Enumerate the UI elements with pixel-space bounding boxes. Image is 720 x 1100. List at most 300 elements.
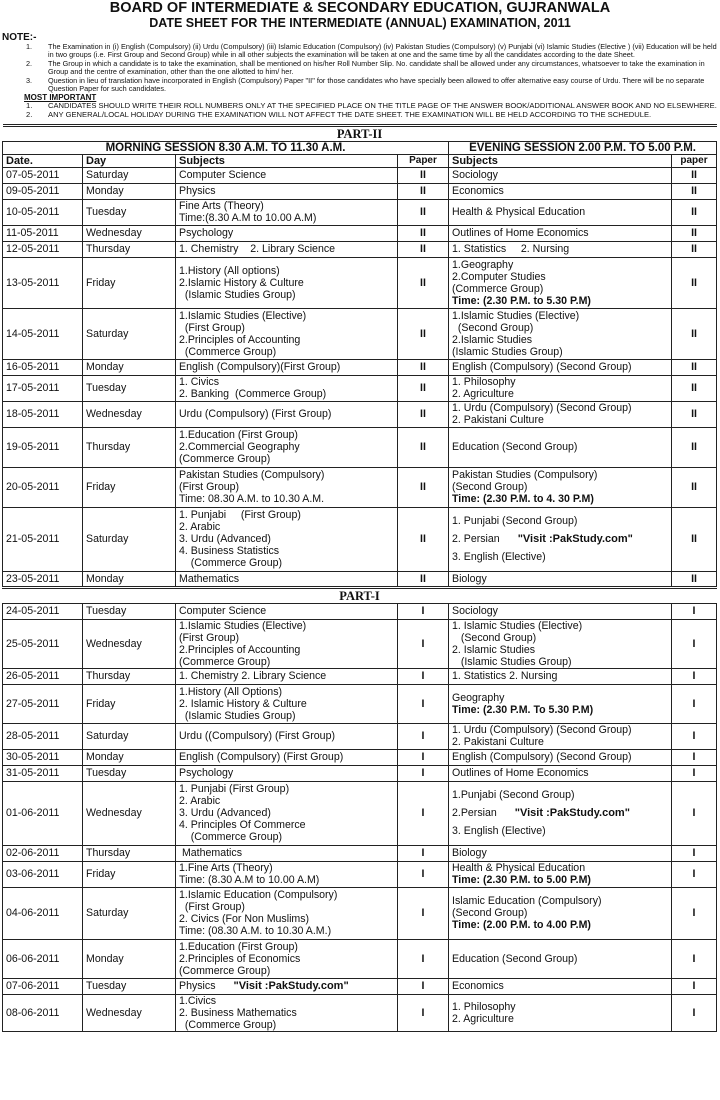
morning-paper-cell: II [398,467,449,507]
morning-subject-line: 1.Islamic Studies (Elective) [179,619,307,632]
evening-subject-line: 2. Pakistani Culture [452,736,544,749]
evening-paper-cell: I [672,668,717,684]
day-cell: Thursday [83,427,176,467]
evening-subject-line: Economics [452,185,504,198]
evening-subject-line: 1. Urdu (Compulsory) (Second Group) [452,402,632,415]
morning-subjects-cell [176,507,398,571]
morning-subject-line: (First Group) [179,321,245,334]
table-row [3,167,717,183]
morning-subject-line: 1.Education (First Group) [179,940,298,953]
morning-paper-cell: II [398,571,449,587]
evening-paper-cell: I [672,603,717,619]
evening-subjects-cell [449,225,672,241]
date-cell: 08-06-2011 [3,994,83,1031]
morning-subject-line: Time: 08.30 A.M. to 10.30 A.M. [179,493,325,506]
morning-subject-line: Physics [179,980,216,993]
evening-time-line: Time: (2.30 P.M. to 5.30 P.M) [452,294,591,307]
evening-subject-line: (Second Group) [452,321,534,334]
evening-paper-cell: II [672,183,717,199]
morning-paper-cell: I [398,603,449,619]
morning-subject-line: Psychology [179,767,234,780]
morning-subject-line: 1. Chemistry 2. Library Science [179,243,336,256]
evening-paper-cell: II [672,571,717,587]
evening-subject-line: 1.Punjabi (Second Group) [452,789,575,802]
evening-subjects-cell [449,939,672,978]
date-cell: 31-05-2011 [3,765,83,781]
evening-subjects-cell [449,571,672,587]
morning-subjects-cell [176,684,398,723]
table-row [3,427,717,467]
evening-subject-line: 1.Geography [452,258,514,271]
morning-paper-cell: I [398,619,449,668]
evening-session-header: EVENING SESSION 2.00 P.M. TO 5.00 P.M. [449,141,717,154]
evening-subjects-cell [449,749,672,765]
evening-line-with-watermark [452,801,668,825]
note-item [2,43,718,60]
date-cell: 13-05-2011 [3,257,83,308]
morning-subject-line: 2.Principles of Accounting [179,333,301,346]
morning-line-with-watermark [179,980,394,992]
morning-subject-line: Pakistan Studies (Compulsory) [179,469,325,482]
table-row [3,723,717,749]
morning-subject-line: (First Group) [179,901,245,914]
day-cell: Tuesday [83,603,176,619]
table-row [3,571,717,587]
evening-subjects-cell [449,183,672,199]
col-date: Date. [3,154,83,167]
evening-subject-line: 1. Philosophy [452,376,516,389]
morning-subject-line: (First Group) [179,481,240,494]
evening-paper-cell: II [672,167,717,183]
evening-paper-cell: I [672,887,717,939]
note-number: 1. [26,42,33,51]
date-cell: 12-05-2011 [3,241,83,257]
date-cell: 25-05-2011 [3,619,83,668]
morning-paper-cell: II [398,359,449,375]
morning-subject-line: (Commerce Group) [179,453,271,466]
date-cell: 23-05-2011 [3,571,83,587]
morning-subjects-cell [176,199,398,225]
evening-subject-line: 3. English (Elective) [452,551,546,564]
evening-subjects-cell [449,401,672,427]
note-text: Question in lieu of translation have incorporated in English (Compulsory) Paper "II" for those candidates who have specially been allowed to offer alternative easy course of Urdu. There will be no separate Question Paper for such candidates. [48,75,705,94]
morning-subject-line: Time: (8.30 A.M to 10.00 A.M) [179,874,320,887]
evening-subject-line: 2.Persian [452,807,497,820]
evening-paper-cell: II [672,308,717,359]
morning-subjects-cell [176,241,398,257]
date-cell: 16-05-2011 [3,359,83,375]
morning-subjects-cell [176,225,398,241]
table-row [3,845,717,861]
date-cell: 09-05-2011 [3,183,83,199]
date-cell: 02-06-2011 [3,845,83,861]
date-cell: 07-05-2011 [3,167,83,183]
note-title: NOTE:- [2,32,37,43]
evening-subject-line: 2.Computer Studies [452,270,546,283]
date-cell: 01-06-2011 [3,781,83,845]
morning-subject-line: (Islamic Studies Group) [179,709,296,722]
date-cell: 07-06-2011 [3,978,83,994]
date-cell: 30-05-2011 [3,749,83,765]
evening-subject-line: (Islamic Studies Group) [452,655,572,668]
morning-subjects-cell [176,845,398,861]
evening-time-line: Time: (2.30 P.M. to 4. 30 P.M) [452,493,594,506]
day-cell: Wednesday [83,781,176,845]
evening-subject-line: Sociology [452,605,498,618]
morning-subject-line: Urdu ((Compulsory) (First Group) [179,730,335,743]
most-important-title: MOST IMPORTANT [24,93,97,103]
morning-paper-cell: I [398,668,449,684]
table-row [3,359,717,375]
morning-subjects-cell [176,861,398,887]
table-row [3,619,717,668]
evening-paper-cell: II [672,401,717,427]
evening-subject-line: 1. Statistics 2. Nursing [452,243,570,256]
morning-subject-line: 2.Islamic History & Culture [179,276,304,289]
table-row [3,887,717,939]
table-row [3,603,717,619]
evening-subjects-cell [449,257,672,308]
evening-subjects-cell [449,668,672,684]
morning-subjects-cell [176,401,398,427]
table-row [3,749,717,765]
table-row [3,781,717,845]
evening-subject-line: 1. Philosophy [452,1000,516,1013]
day-cell: Thursday [83,241,176,257]
table-row [3,308,717,359]
morning-subjects-cell [176,619,398,668]
morning-subjects-cell [176,668,398,684]
morning-paper-cell: I [398,749,449,765]
evening-subjects-cell [449,845,672,861]
col-subjects-evening: Subjects [449,154,672,167]
day-cell: Friday [83,684,176,723]
morning-subject-line: 1. Punjabi (First Group) [179,783,290,796]
morning-subjects-cell [176,257,398,308]
morning-paper-cell: I [398,887,449,939]
morning-subjects-cell [176,467,398,507]
evening-subject-line: (Islamic Studies Group) [452,345,563,358]
morning-subject-line: 1. Chemistry 2. Library Science [179,670,327,683]
day-cell: Saturday [83,507,176,571]
morning-subject-line: (Commerce Group) [179,655,271,668]
evening-subjects-cell [449,781,672,845]
evening-paper-cell: I [672,861,717,887]
morning-subjects-cell [176,887,398,939]
date-cell: 27-05-2011 [3,684,83,723]
evening-paper-cell: II [672,225,717,241]
morning-paper-cell: II [398,375,449,401]
morning-subject-line: 1.Fine Arts (Theory) [179,862,273,875]
date-cell: 20-05-2011 [3,467,83,507]
note-text: CANDIDATES SHOULD WRITE THEIR ROLL NUMBERS ONLY AT THE SPECIFIED PLACE ON THE TITLE PAGE OF THE ANSWER BOOK/ADDITIONAL ANSWER BOOK AND NO ELSEWHERE. [48,101,717,111]
notes-list [2,43,718,93]
date-cell: 18-05-2011 [3,401,83,427]
evening-subjects-cell [449,199,672,225]
morning-subject-line: 1.Civics [179,994,217,1007]
morning-subjects-cell [176,765,398,781]
morning-subjects-cell [176,167,398,183]
morning-paper-cell: II [398,257,449,308]
table-row [3,978,717,994]
table-row [3,994,717,1031]
morning-paper-cell: II [398,199,449,225]
evening-paper-cell: II [672,359,717,375]
day-cell: Monday [83,359,176,375]
day-cell: Thursday [83,845,176,861]
evening-subject-line: 2. Persian [452,533,500,546]
evening-subject-line: 3. English (Elective) [452,825,546,838]
morning-subject-line: 3. Urdu (Advanced) [179,807,271,820]
evening-subjects-cell [449,167,672,183]
evening-paper-cell: II [672,375,717,401]
table-row [3,257,717,308]
morning-paper-cell: II [398,225,449,241]
evening-line-with-watermark [452,527,668,551]
table-row [3,861,717,887]
col-paper-evening: paper [672,154,717,167]
day-cell: Monday [83,749,176,765]
morning-subject-line: 1.Islamic Studies (Elective) [179,309,307,322]
morning-subject-line: 2. Civics (For Non Muslims) [179,913,310,926]
note-number: 3. [26,75,33,85]
table-row [3,467,717,507]
evening-subjects-cell [449,723,672,749]
evening-subject-line: Geography [452,691,505,704]
table-row [3,684,717,723]
date-cell: 11-05-2011 [3,225,83,241]
evening-subject-line: English (Compulsory) (Second Group) [452,751,632,764]
evening-subject-line: Biology [452,847,487,860]
evening-paper-cell: II [672,467,717,507]
board-title: BOARD OF INTERMEDIATE & SECONDARY EDUCATION, GUJRANWALA [109,0,611,16]
morning-subject-line: 1.Education (First Group) [179,429,298,442]
evening-subject-line: (Second Group) [452,481,528,494]
date-sheet-table [2,124,717,1032]
date-cell: 14-05-2011 [3,308,83,359]
evening-subject-line: (Commerce Group) [452,282,544,295]
date-cell: 10-05-2011 [3,199,83,225]
morning-subjects-cell [176,571,398,587]
evening-paper-cell: II [672,241,717,257]
evening-subject-line: 2.Islamic Studies [452,333,533,346]
note-item [2,77,718,94]
morning-subjects-cell [176,427,398,467]
evening-subject-line: Outlines of Home Economics [452,227,589,240]
morning-paper-cell: II [398,241,449,257]
table-row [3,241,717,257]
morning-subject-line: (Commerce Group) [179,557,283,570]
morning-subjects-cell [176,939,398,978]
evening-subject-line: 2. Pakistani Culture [452,414,544,427]
evening-paper-cell: II [672,507,717,571]
morning-paper-cell: I [398,684,449,723]
table-row [3,765,717,781]
note-number: 2. [26,110,33,120]
morning-subject-line: 1.History (All Options) [179,685,283,698]
morning-subject-line: (Commerce Group) [179,345,277,358]
date-cell: 28-05-2011 [3,723,83,749]
evening-subjects-cell [449,241,672,257]
morning-paper-cell: I [398,939,449,978]
table-row [3,939,717,978]
morning-paper-cell: II [398,507,449,571]
evening-subjects-cell [449,619,672,668]
morning-paper-cell: II [398,167,449,183]
day-cell: Tuesday [83,199,176,225]
day-cell: Saturday [83,723,176,749]
evening-subject-line: Economics [452,980,504,993]
evening-subject-line: Biology [452,572,487,585]
date-cell: 26-05-2011 [3,668,83,684]
evening-subject-line: Outlines of Home Economics [452,767,589,780]
evening-subject-line: Education (Second Group) [452,441,578,454]
morning-subject-line: 2. Islamic History & Culture [179,697,307,710]
morning-subject-line: 1. Civics [179,376,220,389]
morning-paper-cell: II [398,427,449,467]
evening-paper-cell: I [672,723,717,749]
morning-subjects-cell [176,183,398,199]
evening-paper-cell: I [672,845,717,861]
date-cell: 24-05-2011 [3,603,83,619]
morning-subjects-cell [176,723,398,749]
evening-subjects-cell [449,978,672,994]
evening-subject-line: Islamic Education (Compulsory) [452,895,602,908]
evening-subjects-cell [449,887,672,939]
date-cell: 21-05-2011 [3,507,83,571]
evening-paper-cell: I [672,684,717,723]
morning-subject-line: 4. Principles Of Commerce [179,819,306,832]
watermark-text: "Visit :PakStudy.com" [517,533,633,546]
evening-subject-line: Education (Second Group) [452,952,578,965]
morning-subject-line: English (Compulsory) (First Group) [179,751,344,764]
table-row [3,668,717,684]
evening-subjects-cell [449,765,672,781]
morning-subject-line: Mathematics [179,572,240,585]
day-cell: Thursday [83,668,176,684]
important-list [2,102,718,119]
morning-subject-line: 2. Arabic [179,521,221,534]
morning-subject-line: Fine Arts (Theory) [179,200,264,213]
note-text: The Group in which a candidate is to take the examination, shall be mentioned on his/her Roll Number Slip. No. candidate shall be allowed under any circumstances, whatsoever to take the examination in Group and the centre of examination, other than the one allotted to him/ her. [48,58,705,77]
evening-subject-line: 1. Statistics 2. Nursing [452,670,558,683]
day-cell: Wednesday [83,225,176,241]
part2-title: PART-II [3,125,717,141]
morning-paper-cell: I [398,994,449,1031]
table-row [3,375,717,401]
date-cell: 19-05-2011 [3,427,83,467]
day-cell: Saturday [83,167,176,183]
date-sheet-page [2,1,718,1032]
note-number: 1. [26,101,33,111]
date-cell: 03-06-2011 [3,861,83,887]
day-cell: Wednesday [83,401,176,427]
day-cell: Wednesday [83,994,176,1031]
evening-subjects-cell [449,507,672,571]
day-cell: Monday [83,183,176,199]
morning-subject-line: (Commerce Group) [179,1018,277,1031]
day-cell: Friday [83,861,176,887]
morning-subject-line: Time:(8.30 A.M to 10.00 A.M) [179,212,317,225]
morning-subject-line: 1.History (All options) [179,264,280,277]
day-cell: Monday [83,571,176,587]
day-cell: Friday [83,257,176,308]
morning-subject-line: (Commerce Group) [179,831,283,844]
date-cell: 04-06-2011 [3,887,83,939]
morning-subject-line: (Commerce Group) [179,964,271,977]
date-sheet-title: DATE SHEET FOR THE INTERMEDIATE (ANNUAL) EXAMINATION, 2011 [149,16,571,30]
note-item [2,111,718,120]
evening-subject-line: English (Compulsory) (Second Group) [452,361,632,374]
morning-subject-line: 4. Business Statistics [179,545,280,558]
evening-time-line: Time: (2.00 P.M. to 4.00 P.M) [452,919,591,932]
morning-paper-cell: I [398,845,449,861]
evening-paper-cell: I [672,994,717,1031]
morning-subjects-cell [176,994,398,1031]
day-cell: Monday [83,939,176,978]
morning-subjects-cell [176,603,398,619]
evening-subjects-cell [449,375,672,401]
evening-time-line: Time: (2.30 P.M. to 5.00 P.M) [452,874,591,887]
morning-subject-line: (First Group) [179,631,240,644]
date-cell: 06-06-2011 [3,939,83,978]
evening-subjects-cell [449,603,672,619]
evening-paper-cell: I [672,749,717,765]
morning-subject-line: 2.Commercial Geography [179,441,300,454]
morning-subject-line: (Islamic Studies Group) [179,288,296,301]
morning-subject-line: Computer Science [179,169,267,182]
morning-subject-line: English (Compulsory)(First Group) [179,361,341,374]
day-cell: Saturday [83,887,176,939]
table-row [3,183,717,199]
note-text: ANY GENERAL/LOCAL HOLIDAY DURING THE EXAMINATION WILL NOT AFFECT THE DATE SHEET. THE EXAMINATION WILL BE HELD ACCORDING TO THE SCHEDULE. [48,110,652,120]
evening-time-line: Time: (2.30 P.M. To 5.30 P.M) [452,703,594,716]
morning-paper-cell: II [398,183,449,199]
morning-subject-line: 2. Banking (Commerce Group) [179,388,327,401]
evening-subjects-cell [449,427,672,467]
morning-subject-line: Computer Science [179,605,267,618]
note-number: 2. [26,58,33,68]
morning-subjects-cell [176,375,398,401]
evening-paper-cell: I [672,978,717,994]
morning-subject-line: 1.Islamic Education (Compulsory) [179,889,338,902]
col-day: Day [83,154,176,167]
evening-subjects-cell [449,359,672,375]
morning-subjects-cell [176,749,398,765]
morning-subject-line: 2.Principles of Economics [179,952,301,965]
evening-subjects-cell [449,308,672,359]
table-row [3,401,717,427]
morning-paper-cell: I [398,861,449,887]
evening-subject-line: Sociology [452,169,498,182]
evening-subject-line: (Second Group) [452,907,528,920]
morning-subject-line: Urdu (Compulsory) (First Group) [179,408,332,421]
evening-paper-cell: II [672,257,717,308]
evening-paper-cell: II [672,199,717,225]
evening-paper-cell: II [672,427,717,467]
morning-paper-cell: II [398,308,449,359]
evening-subject-line: Pakistan Studies (Compulsory) [452,469,598,482]
morning-subject-line: Physics [179,185,216,198]
evening-subject-line: 2. Islamic Studies [452,643,536,656]
morning-subjects-cell [176,781,398,845]
table-row [3,507,717,571]
morning-paper-cell: II [398,401,449,427]
day-cell: Tuesday [83,978,176,994]
note-text: The Examination in (i) English (Compulsory) (ii) Urdu (Compulsory) (iii) Islamic Education (Compulsory) (iv) Pakistan Studies (Compulsory) (v) Punjabi (vi) Islamic Studies (Elective ) (vii) Education will be held in two groups (i.e. First Group and Second Group) while in all other subjects the examination will be taken at one and the same time by all the candidates according to the date Sheet. [48,42,717,60]
morning-paper-cell: I [398,978,449,994]
evening-subject-line: 2. Agriculture [452,1012,514,1025]
